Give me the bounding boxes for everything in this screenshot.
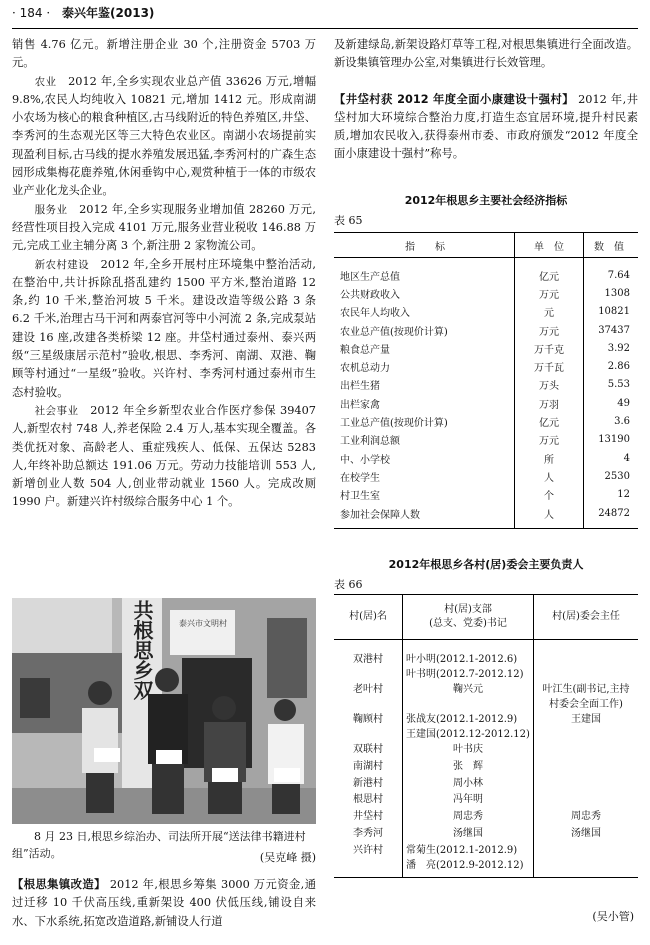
table65-row [334, 504, 638, 529]
table65-cell-indicator: 农机总动力 [340, 363, 390, 375]
table66-cell-village: 老叶村 [353, 684, 383, 695]
table65-cell-unit: 万元 [515, 431, 584, 449]
table65-row [334, 303, 638, 321]
table66-number: 表 66 [334, 578, 363, 591]
table65-cell-unit: 亿元 [515, 412, 584, 430]
table65-row [334, 376, 638, 394]
table66-row [334, 740, 638, 757]
table65-cell-unit: 人 [515, 504, 584, 529]
table66-header-row [334, 595, 638, 640]
table66-cell-director [534, 824, 639, 841]
table65-cell-value: 5.53 [584, 376, 639, 394]
table66-row [334, 640, 638, 681]
table65-cell-indicator: 工业利润总额 [340, 436, 400, 448]
paragraph-service: 服务业 2012 年,全乡实现服务业增加值 28260 万元,经营性项目投入完成 4101 万元,服务业营业税收 146.88 万元,完成工业主辅分离 3 个,新注册 2 家物流公司。 [12, 202, 316, 253]
section-keyword: 服务业 [34, 203, 68, 216]
table65-cell-unit: 人 [515, 467, 584, 485]
header-rule [12, 28, 638, 29]
event-photo [12, 598, 316, 824]
table66-cell-director [534, 841, 639, 878]
author-credit: (吴小管) [592, 910, 634, 923]
director-name: 叶江生(副书记,主持 [542, 684, 630, 695]
table65-cell-unit: 亿元 [515, 258, 584, 285]
table66-cell-village: 新港村 [353, 777, 383, 789]
director-name: 汤继国 [571, 827, 601, 839]
table65-cell-value: 7.64 [584, 258, 639, 285]
secretary-name: 鞠兴元 [453, 684, 483, 695]
table66-cell-village: 鞠顾村 [353, 714, 383, 725]
table66-cell-secretary [403, 790, 534, 807]
table65-cell-value: 2.86 [584, 357, 639, 375]
secretary-name: 周忠秀 [453, 811, 483, 823]
table66-header-director: 村(居)委会主任 [534, 595, 639, 640]
table65-number: 表 65 [334, 214, 363, 227]
director-name: 王建国 [571, 714, 601, 725]
table66-cell-secretary [403, 841, 534, 878]
table65-cell-indicator: 中、小学校 [340, 454, 390, 466]
table66-cell-director [534, 790, 639, 807]
table65-cell-indicator: 农业总产值(按现价计算) [340, 326, 448, 338]
table65-cell-unit: 万羽 [515, 394, 584, 412]
table66-title: 2012年根思乡各村(居)委会主要负责人 [388, 558, 584, 571]
table66-cell-secretary [403, 640, 534, 681]
table65-row [334, 467, 638, 485]
table65-row [334, 431, 638, 449]
book-title: 泰兴年鉴(2013) [62, 6, 155, 20]
photo-illustration [12, 598, 316, 824]
table66-cell-village: 南湖村 [353, 760, 383, 772]
table65-cell-value: 2530 [584, 467, 639, 485]
table65-cell-value: 4 [584, 449, 639, 467]
table66-cell-director [534, 757, 639, 774]
header-bullet: · [46, 6, 51, 20]
table65-cell-indicator: 农民年人均收入 [340, 308, 410, 320]
left-column [12, 36, 316, 512]
table66-cell-village: 井垈村 [353, 811, 383, 823]
table66-cell-village: 兴许村 [334, 841, 403, 878]
table66-cell-secretary [403, 824, 534, 841]
table66 [334, 594, 638, 878]
table65-cell-indicator: 在校学生 [340, 472, 380, 484]
table65-cell-indicator: 粮食总产量 [340, 344, 390, 356]
table66-row [334, 824, 638, 841]
table65-cell-value: 1308 [584, 284, 639, 302]
table65-header-unit: 单 位 [515, 233, 584, 258]
director-name: 周忠秀 [571, 811, 601, 823]
secretary-name: 常菊生(2012.1-2012.9) [406, 844, 518, 856]
table66-cell-director [534, 640, 639, 681]
table65-cell-value: 10821 [584, 303, 639, 321]
caption-text: 8 月 23 日,根思乡综治办、司法所开展“送法律书籍进村组”活动。 [12, 830, 306, 860]
table65-row [334, 284, 638, 302]
table65-cell-indicator: 工业总产值(按现价计算) [340, 418, 448, 430]
table66-row [334, 680, 638, 710]
paragraph-jingdai: 【井垈村获 2012 年度全面小康建设十强村】 2012 年,井垈村加大环境综合整治力度,打造生态宜居环境,提升村民素质,增加农民收入,获得泰州市委、市政府颁发“2012 年度全面小康建设十强村”称号。 [334, 92, 639, 161]
table66-cell-director [534, 774, 639, 791]
paragraph-social: 社会事业 2012 年全乡新型农业合作医疗参保 39407 人,新型农村 748 人,养老保险 2.4 万人,基本实现全覆盖。各类优抚对象、高龄老人、重症残疾人、低保、五保达 5283 人,年终补助总额达 191.06 万元。劳动力技能培训 553 人,新增创业人数 504 人,创业带动就业 1560 人。完成改厕 1990 户。新建兴许村级综合服务中心 1 个。 [12, 403, 316, 509]
table66-header-village: 村(居)名 [334, 595, 403, 640]
secretary-name: 冯年明 [453, 794, 483, 806]
table65-header-row [334, 233, 638, 258]
table65-cell-unit: 个 [515, 486, 584, 504]
secretary-name: 汤继国 [453, 827, 483, 839]
table66-cell-village: 李秀河 [353, 827, 383, 839]
secretary-name: 张 辉 [453, 760, 483, 772]
table66-cell-village: 根思村 [353, 794, 383, 806]
table65-cell-indicator: 公共财政收入 [340, 289, 400, 301]
paragraph-agriculture: 农业 2012 年,全乡实现农业总产值 33626 万元,增幅 9.8%,农民人均纯收入 10821 元,增加 1412 元。形成南湖小农场为核心的粮食种植区,古马线附近的特色养殖区,井垈、李秀河的生态观光区等三大特色农业区。南湖小农场提前实现盈利目标,古马线的提水养殖发展迅猛,李秀河村的广森生态园形成集梅花鹿养殖,休闲垂钩中心,观赏种植于一体的市级农业产业化龙头企业。 [12, 74, 316, 198]
paragraph-new-village: 新农村建设 2012 年,全乡开展村庄环境集中整治活动,在整治中,共计拆除乱搭乱建约 1500 平方米,整治道路 12 条,约 10 千米,整治河坡 5 千米。建设改造等级公路 3 条 6.2 千米,治理古马干河和两泰官河等中小河流 2 条,完成泵站建设 16 座,改建各类桥梁 12 座。井垈村通过泰州、泰兴两级“三星级康居示范村”验收,根思、李秀河、南湖、双港、鞠顾等村通过“一星级”验收。兴许村、李秀河村通过泰州市生态村验收。 [12, 257, 316, 399]
table65-row [334, 486, 638, 504]
table66-row [334, 710, 638, 740]
section-keyword: 农业 [34, 75, 57, 88]
section-keyword: 社会事业 [34, 404, 79, 417]
table65-row [334, 449, 638, 467]
table65-cell-indicator: 参加社会保障人数 [334, 504, 515, 529]
table65-cell-indicator: 出栏生猪 [340, 381, 380, 393]
table66-cell-director [534, 680, 639, 710]
page-number: 184 [19, 6, 43, 20]
table66-row [334, 757, 638, 774]
secretary-name: 叶小明(2012.1-2012.6) [406, 654, 518, 665]
table66-row [334, 790, 638, 807]
secretary-name: 叶书明(2012.7-2012.12) [406, 669, 524, 680]
table66-cell-director [534, 807, 639, 824]
table65-cell-unit: 元 [515, 303, 584, 321]
table65-cell-unit: 万元 [515, 284, 584, 302]
table66-cell-secretary [403, 807, 534, 824]
section-keyword: 新农村建设 [34, 258, 89, 271]
section-heading: 【井垈村获 2012 年度全面小康建设十强村】 [334, 92, 575, 106]
secretary-name: 张战友(2012.1-2012.9) [406, 714, 518, 725]
table65-cell-unit: 万千瓦 [515, 357, 584, 375]
table65-cell-unit: 万千克 [515, 339, 584, 357]
table65-cell-value: 12 [584, 486, 639, 504]
table65-header-indicator: 指 标 [334, 233, 515, 258]
table65-cell-unit: 所 [515, 449, 584, 467]
table65-row [334, 412, 638, 430]
table66-row [334, 841, 638, 878]
table65-row [334, 339, 638, 357]
table65-cell-unit: 万元 [515, 321, 584, 339]
table65-cell-indicator: 地区生产总值 [340, 271, 400, 283]
table65-cell-indicator: 村卫生室 [340, 491, 380, 503]
secretary-name: 王建国(2012.12-2012.12) [406, 729, 530, 740]
table65-cell-value: 13190 [584, 431, 639, 449]
photo-plaque: 泰兴市文明村 [179, 619, 227, 628]
director-name: 村委会全面工作) [549, 699, 623, 710]
section-heading: 【根思集镇改造】 [12, 878, 106, 891]
table66-cell-secretary [403, 740, 534, 757]
photo-credit: (吴克峰 摄) [259, 851, 316, 864]
table66-cell-director [534, 740, 639, 757]
table66-cell-director [534, 710, 639, 740]
table66-cell-village: 双联村 [353, 744, 383, 755]
table66-cell-secretary [403, 774, 534, 791]
paragraph-renovation-cont: 及新建绿岛,新架设路灯草等工程,对根思集镇进行全面改造。新设集镇管理办公室,对集镇进行长效管理。 [334, 38, 638, 70]
table65-header-value: 数 值 [584, 233, 639, 258]
header-bullet: · [12, 6, 16, 20]
table66-cell-secretary [403, 680, 534, 710]
table66-header-secretary: 村(居)支部 (总支、党委)书记 [403, 595, 534, 640]
table65-row [334, 321, 638, 339]
table65-title: 2012年根思乡主要社会经济指标 [404, 194, 568, 207]
paragraph-town-renovation: 【根思集镇改造】 2012 年,根思乡筹集 3000 万元资金,通过迁移 10 千伏高压线,重新架设 400 伏低压线,铺设自来水、下水系统,拓宽改造道路,新铺设人行道 [12, 878, 316, 928]
table65-row [334, 357, 638, 375]
table65-cell-value: 37437 [584, 321, 639, 339]
table65-row [334, 394, 638, 412]
paragraph-sales: 销售 4.76 亿元。新增注册企业 30 个,注册资金 5703 万元。 [12, 38, 316, 70]
table65-cell-unit: 万头 [515, 376, 584, 394]
table66-row [334, 807, 638, 824]
table65-cell-value: 3.92 [584, 339, 639, 357]
secretary-name: 周小林 [453, 777, 483, 789]
photo-sign: 共根思乡双 [130, 600, 154, 700]
table65-row [334, 258, 638, 285]
table66-row [334, 774, 638, 791]
table65-cell-value: 3.6 [584, 412, 639, 430]
running-header [12, 4, 638, 26]
secretary-name: 叶书庆 [453, 744, 483, 755]
table66-cell-secretary [403, 710, 534, 740]
right-column [334, 36, 638, 164]
table66-cell-village: 双港村 [353, 654, 383, 665]
table65-cell-value: 24872 [584, 504, 639, 529]
secretary-name: 潘 亮(2012.9-2012.12) [406, 859, 524, 871]
table65 [334, 232, 638, 529]
table65-cell-indicator: 出栏家禽 [340, 399, 380, 411]
table65-cell-value: 49 [584, 394, 639, 412]
table66-cell-secretary [403, 757, 534, 774]
